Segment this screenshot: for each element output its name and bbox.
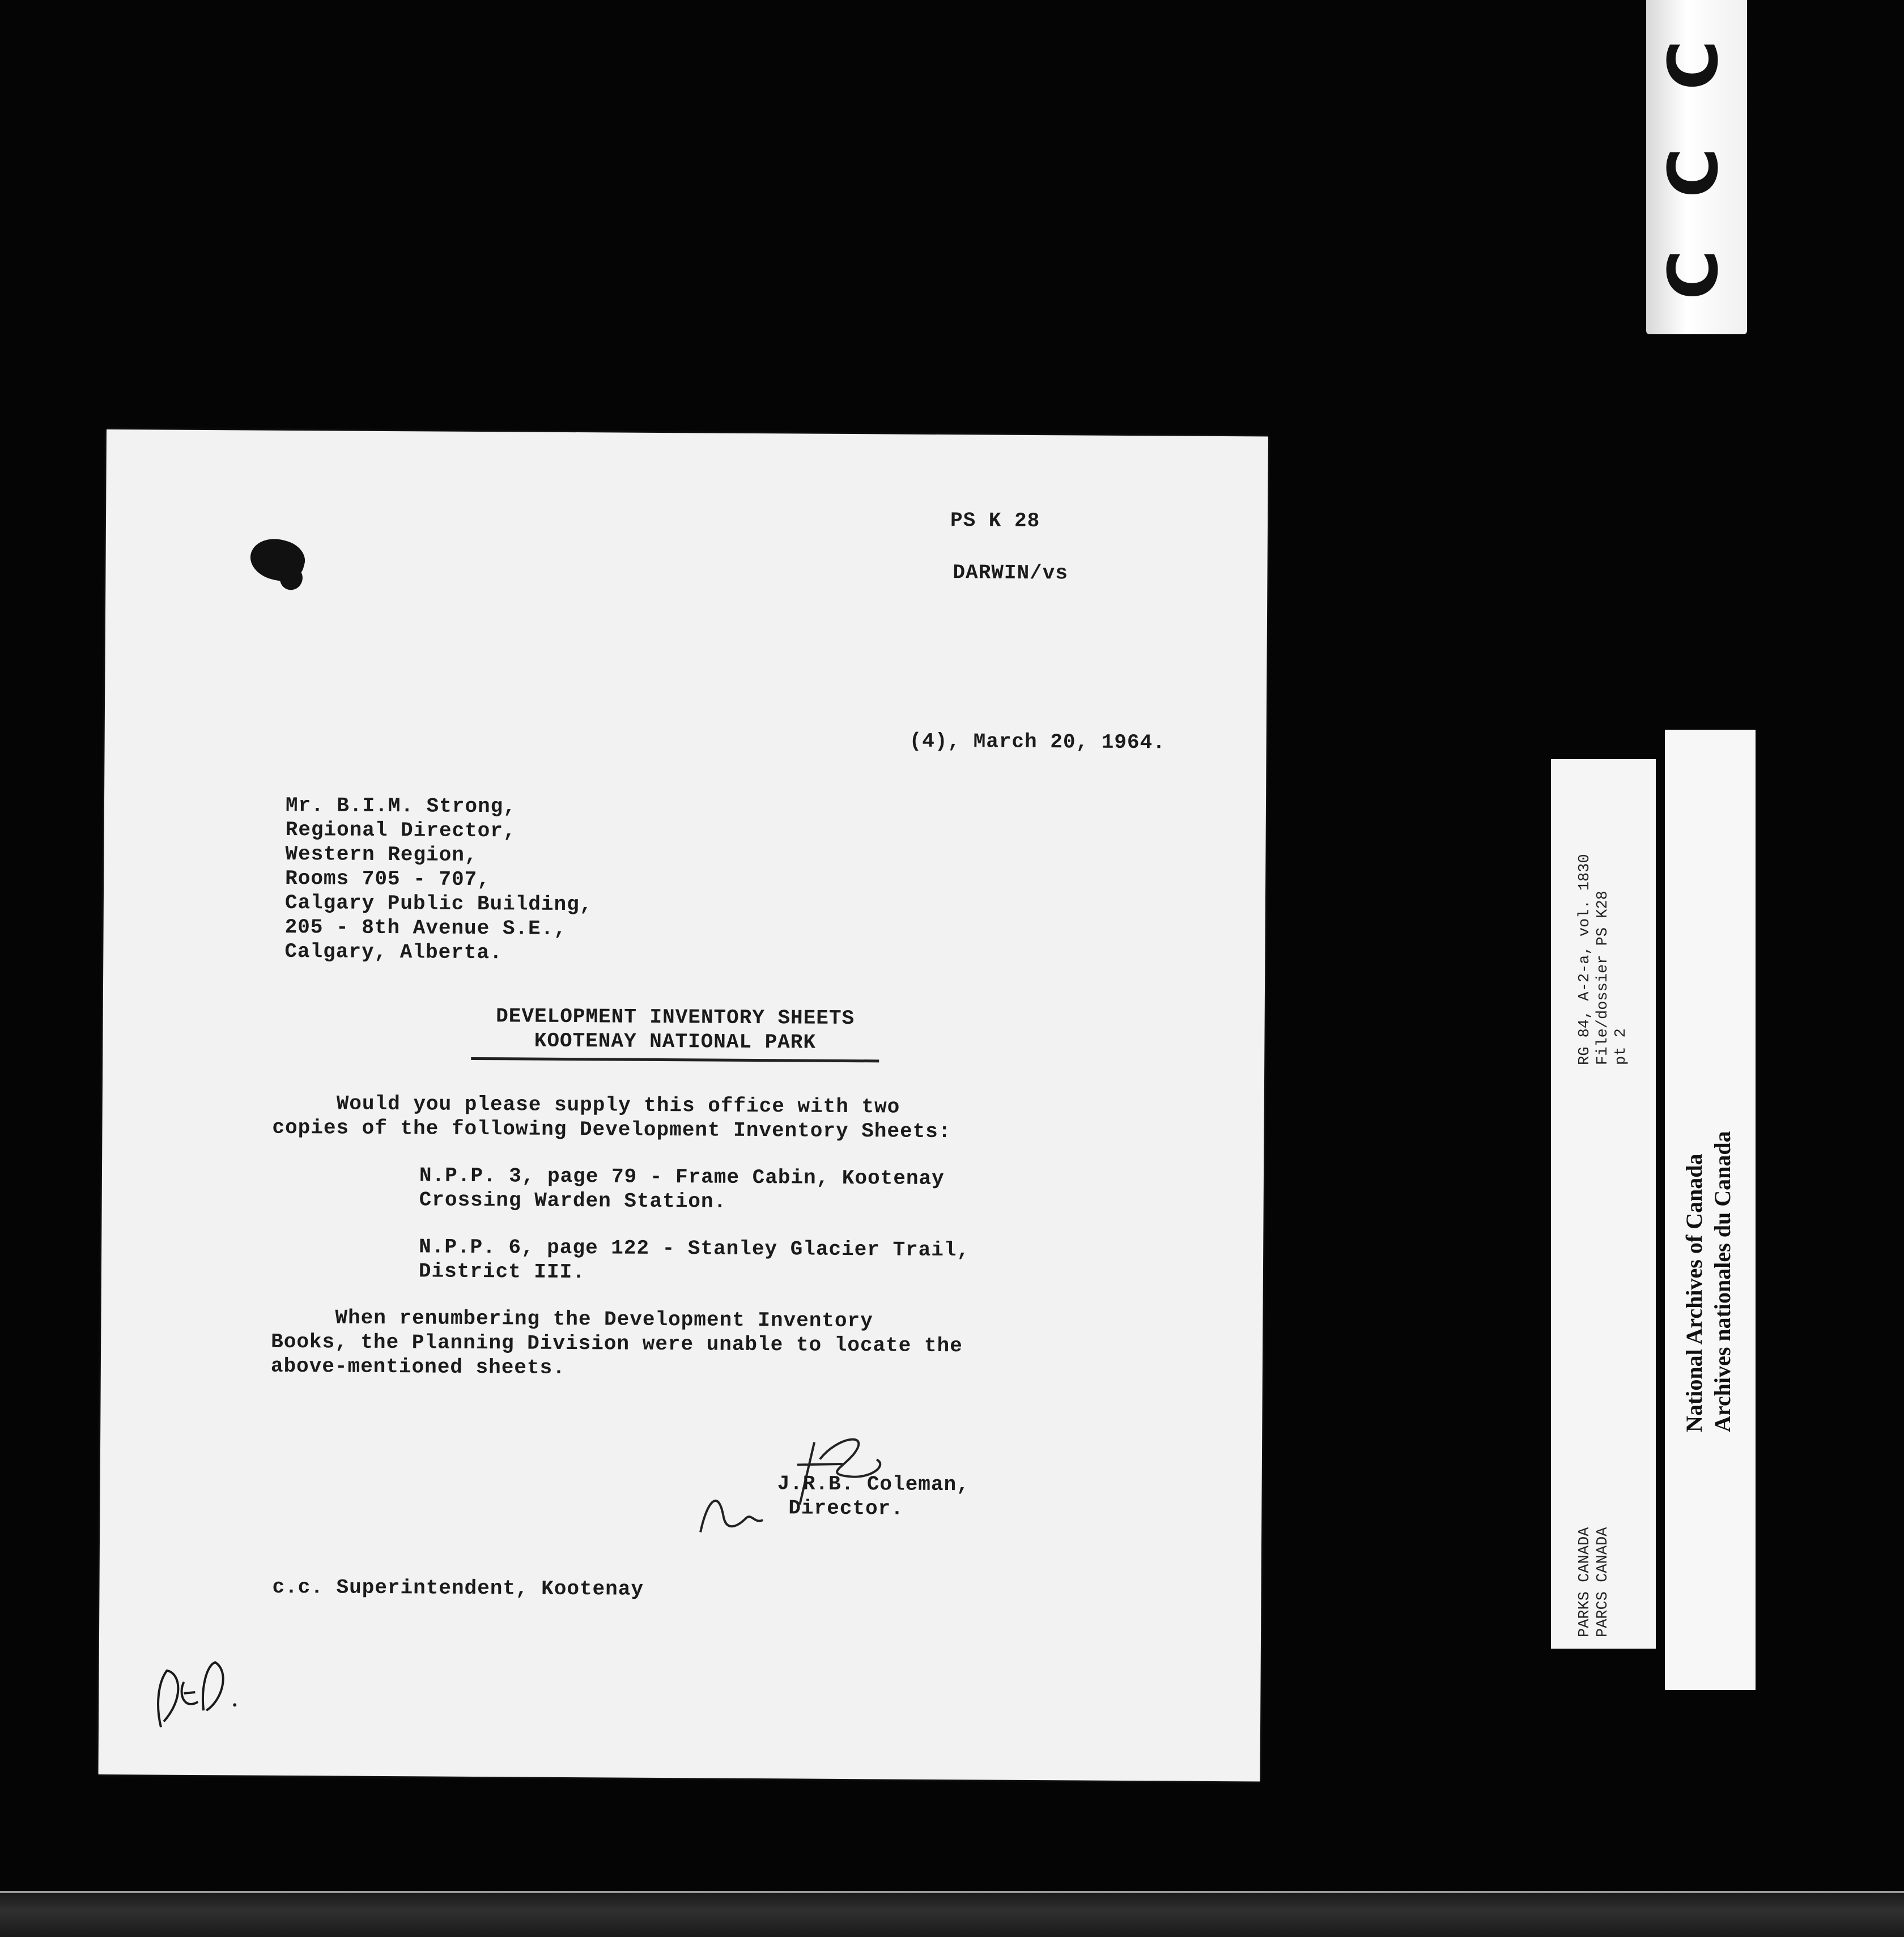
sheet-item-line: N.P.P. 3, page 79 - Frame Cabin, Kootenay <box>419 1164 945 1191</box>
subject-underline <box>471 1057 879 1062</box>
body-paragraph-line: When renumbering the Development Inventory <box>271 1305 873 1333</box>
archive-reference-line: RG 84, A-2-a, vol. 1830 <box>1576 854 1593 1065</box>
address-line: Calgary Public Building, <box>284 891 593 917</box>
frame-counter-digit: C <box>1655 147 1733 198</box>
archives-name-french: Archives nationales du Canada <box>1710 1131 1735 1432</box>
agency-name: PARCS CANADA <box>1595 1527 1612 1637</box>
body-paragraph-line: copies of the following Development Inventory Sheets: <box>272 1116 951 1144</box>
address-line: Calgary, Alberta. <box>284 939 503 965</box>
film-frame-counter <box>1646 0 1747 334</box>
sheet-item-line: Crossing Warden Station. <box>419 1188 727 1214</box>
ink-blot <box>246 533 309 586</box>
frame-counter-digit: C <box>1655 249 1733 300</box>
address-line: Mr. B.I.M. Strong, <box>285 793 516 819</box>
address-line: 205 - 8th Avenue S.E., <box>284 915 567 940</box>
file-reference: PS K 28 <box>950 509 1040 533</box>
subject-line: DEVELOPMENT INVENTORY SHEETS <box>496 1004 855 1031</box>
body-paragraph-line: Would you please supply this office with two <box>272 1091 900 1119</box>
archive-reference-card <box>1551 759 1656 1649</box>
archive-reference-line: File/dossier PS K28 <box>1595 891 1612 1065</box>
signatory-name: J.R.B. Coleman, <box>777 1472 970 1497</box>
national-archives-label <box>1665 730 1756 1690</box>
archives-name-english: National Archives of Canada <box>1681 1153 1707 1432</box>
carbon-copy-line: c.c. Superintendent, Kootenay <box>272 1575 644 1601</box>
typist-initials: DARWIN/vs <box>953 561 1069 585</box>
sheet-item-line: N.P.P. 6, page 122 - Stanley Glacier Trail, <box>419 1235 970 1262</box>
letter-page <box>98 429 1268 1781</box>
body-paragraph-line: Books, the Planning Division were unable to locate the <box>271 1330 963 1358</box>
address-line: Regional Director, <box>285 818 516 843</box>
address-line: Rooms 705 - 707, <box>285 866 490 892</box>
archive-reference-line: pt 2 <box>1613 1028 1630 1065</box>
frame-counter-digit: C <box>1655 40 1733 91</box>
film-edge-strip <box>0 1891 1904 1937</box>
address-line: Western Region, <box>285 842 478 867</box>
signatory-title: Director. <box>788 1496 904 1521</box>
sheet-item-line: District III. <box>418 1259 585 1284</box>
handwritten-initials <box>150 1648 246 1734</box>
body-paragraph-line: above-mentioned sheets. <box>270 1354 566 1380</box>
letter-date: (4), March 20, 1964. <box>909 729 1166 755</box>
subject-line: KOOTENAY NATIONAL PARK <box>534 1029 817 1054</box>
agency-name: PARKS CANADA <box>1576 1527 1593 1637</box>
